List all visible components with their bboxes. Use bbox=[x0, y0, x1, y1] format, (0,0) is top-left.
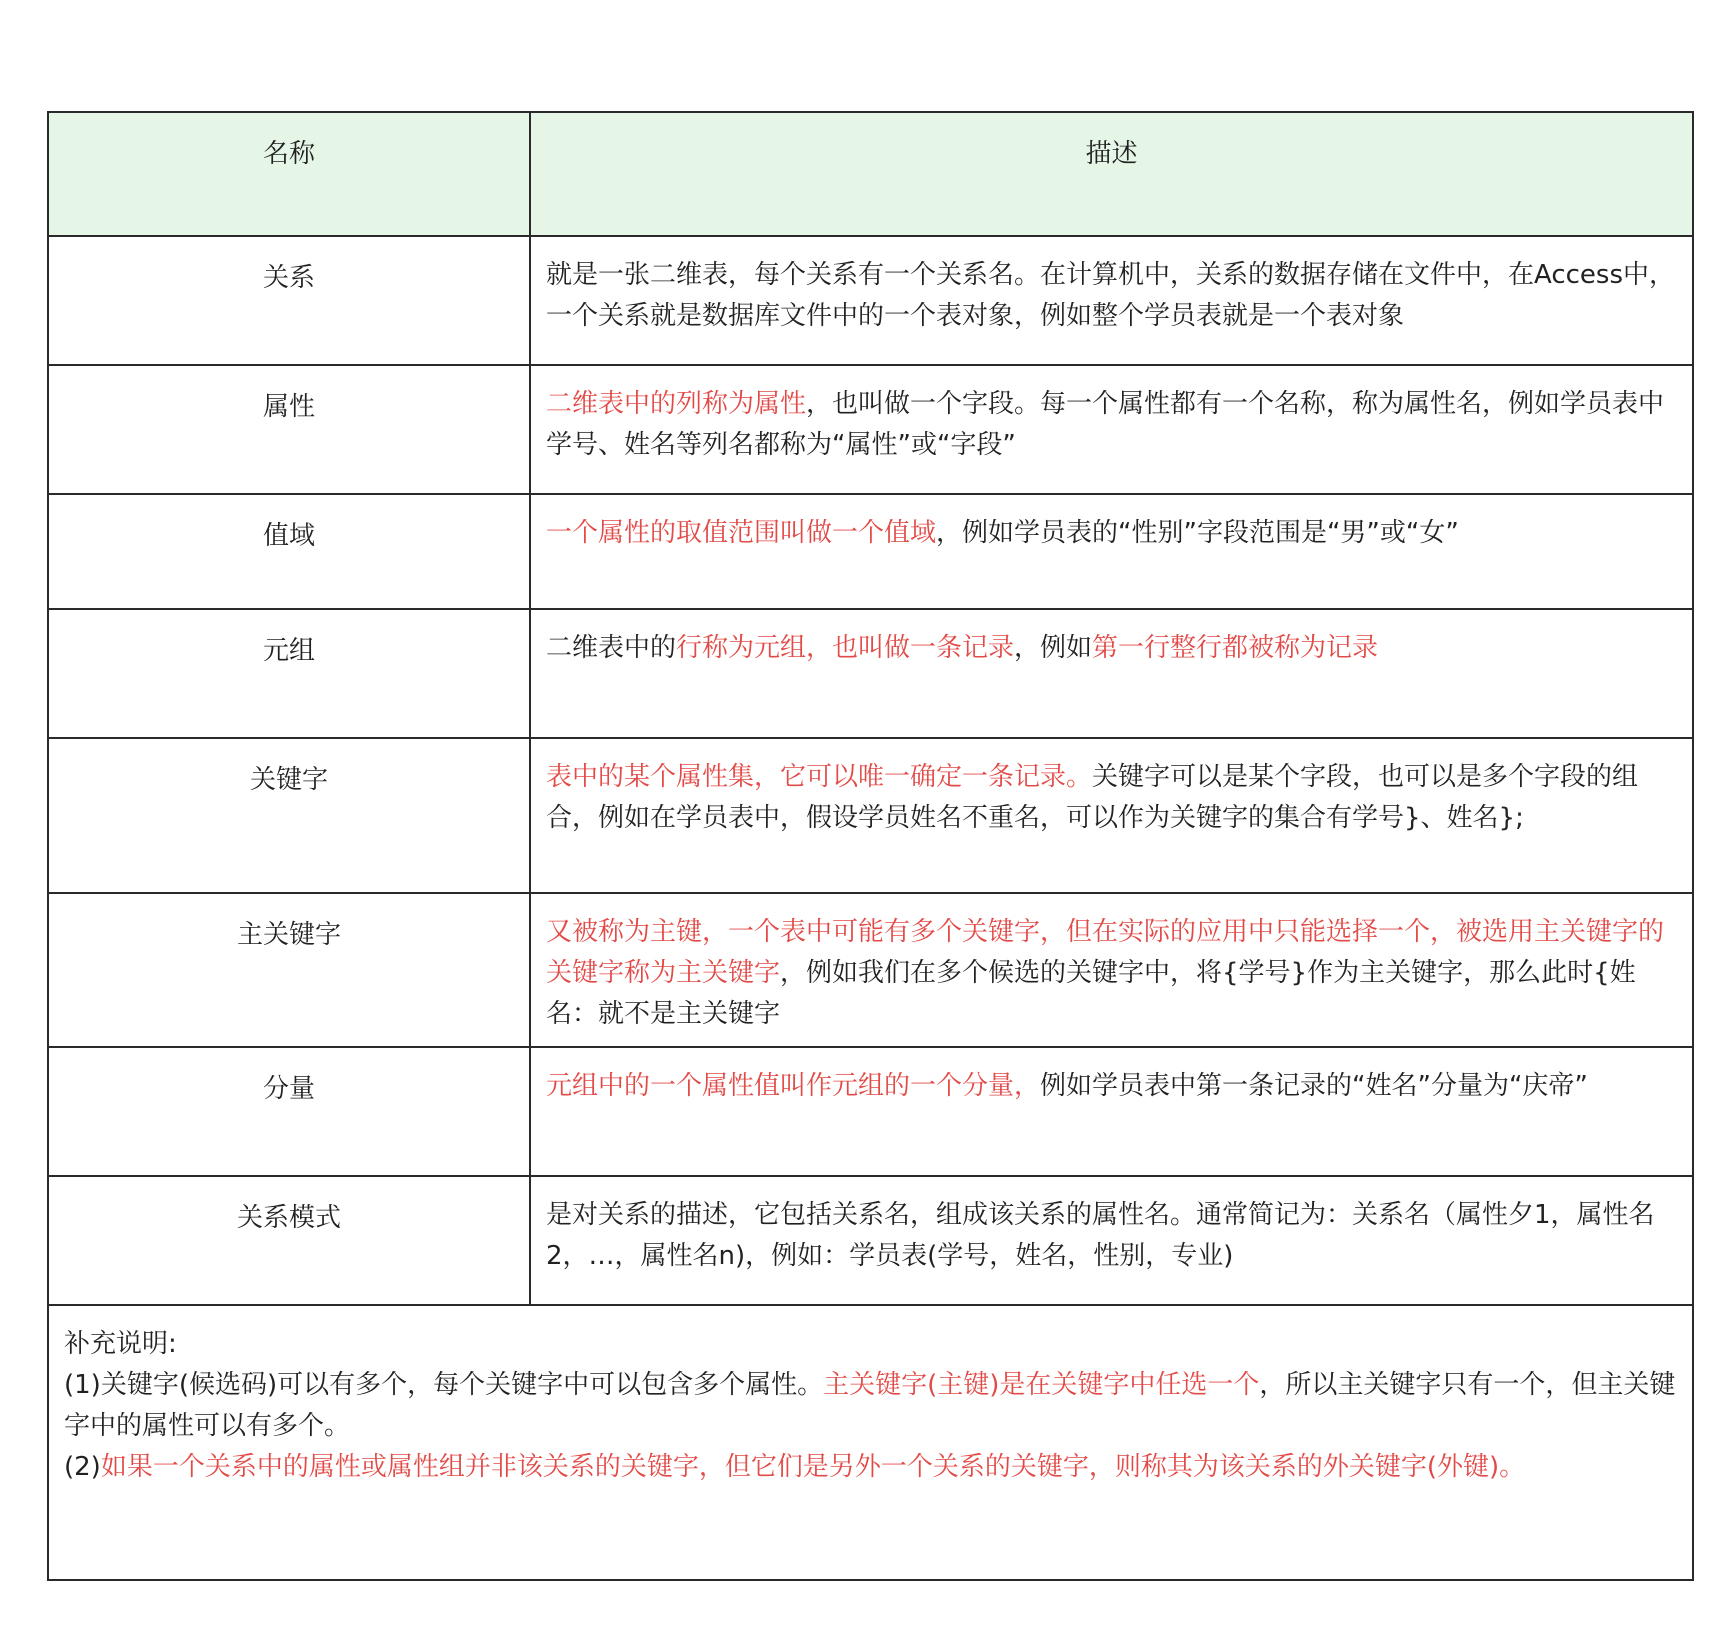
row-desc bbox=[530, 1176, 1693, 1305]
note-row bbox=[48, 1305, 1693, 1580]
row-desc bbox=[530, 1047, 1693, 1176]
table-row bbox=[48, 494, 1693, 609]
note-title: 补充说明: bbox=[64, 1329, 177, 1359]
desc-segment-highlight: 表中的某个属性集，它可以唯一确定一条记录。 bbox=[546, 762, 1093, 792]
note-segment: (1)关键字(候选码)可以有多个，每个关键字中可以包含多个属性。 bbox=[64, 1370, 824, 1400]
row-name: 元组 bbox=[48, 609, 530, 738]
table-row bbox=[48, 365, 1693, 494]
row-desc bbox=[530, 893, 1693, 1047]
note-segment-highlight: 主关键字(主键)是在关键字中任选一个 bbox=[823, 1370, 1260, 1400]
note-item-1 bbox=[64, 1365, 1678, 1447]
table-header-row bbox=[48, 112, 1693, 236]
note-segment: ，所以主关键字只有一个，但主关键字中的属性可以有多个。 bbox=[64, 1370, 1676, 1441]
concept-table-frame bbox=[47, 111, 1692, 1581]
desc-segment: ，例如学员表的“性别”字段范围是“男”或“女” bbox=[936, 518, 1459, 548]
header-desc: 描述 bbox=[530, 112, 1693, 236]
row-name: 关系 bbox=[48, 236, 530, 365]
row-desc bbox=[530, 236, 1693, 365]
desc-segment: 二维表中的 bbox=[546, 633, 677, 663]
desc-segment: 关键字可以是某个字段，也可以是多个字段的组合，例如在学员表中，假设学员姓名不重名，可以作为关键字的集合有学号}、姓名}; bbox=[546, 762, 1639, 833]
desc-segment-highlight: 一个属性的取值范围叫做一个值域 bbox=[546, 518, 937, 548]
desc-segment: 是对关系的描述，它包括关系名，组成该关系的属性名。通常简记为：关系名（属性夕1，属性名2，…，属性名n)，例如：学员表(学号，姓名，性别，专业) bbox=[546, 1200, 1655, 1271]
desc-segment: ，例如 bbox=[1014, 633, 1093, 663]
desc-segment-highlight: 元组中的一个属性值叫作元组的一个分量， bbox=[546, 1071, 1041, 1101]
desc-segment-highlight: 又被称为主键，一个表中可能有多个关键字，但在实际的应用中只能选择一个，被选用主关键字的关键字称为主关键字 bbox=[546, 917, 1665, 988]
table-row bbox=[48, 1176, 1693, 1305]
row-name: 分量 bbox=[48, 1047, 530, 1176]
row-name: 值域 bbox=[48, 494, 530, 609]
supplementary-note bbox=[48, 1305, 1693, 1580]
row-name: 关系模式 bbox=[48, 1176, 530, 1305]
desc-segment: 例如学员表中第一条记录的“姓名”分量为“庆帝” bbox=[1040, 1071, 1588, 1101]
row-name: 属性 bbox=[48, 365, 530, 494]
table-row bbox=[48, 738, 1693, 893]
row-desc bbox=[530, 494, 1693, 609]
header-name: 名称 bbox=[48, 112, 530, 236]
row-desc bbox=[530, 738, 1693, 893]
table-row bbox=[48, 609, 1693, 738]
desc-segment-highlight: 二维表中的列称为属性 bbox=[546, 389, 807, 419]
table-row bbox=[48, 236, 1693, 365]
row-desc bbox=[530, 365, 1693, 494]
row-name: 主关键字 bbox=[48, 893, 530, 1047]
row-name: 关键字 bbox=[48, 738, 530, 893]
table-row bbox=[48, 893, 1693, 1047]
desc-segment-highlight: 第一行整行都被称为记录 bbox=[1092, 633, 1379, 663]
note-segment: (2) bbox=[64, 1452, 101, 1482]
desc-segment: ，也叫做一个字段。每一个属性都有一个名称，称为属性名，例如学员表中学号、姓名等列名都称为“属性”或“字段” bbox=[546, 389, 1665, 460]
row-desc bbox=[530, 609, 1693, 738]
note-segment-highlight: 如果一个关系中的属性或属性组并非该关系的关键字，但它们是另外一个关系的关键字，则称其为该关系的外关键字(外键)。 bbox=[100, 1452, 1526, 1482]
desc-segment: ，例如我们在多个候选的关键字中，将{学号}作为主关键字，那么此时{姓名：就不是主关键字 bbox=[546, 958, 1636, 1029]
concept-table bbox=[47, 111, 1694, 1581]
desc-segment-highlight: 行称为元组，也叫做一条记录 bbox=[676, 633, 1015, 663]
table-row bbox=[48, 1047, 1693, 1176]
desc-segment: 就是一张二维表，每个关系有一个关系名。在计算机中，关系的数据存储在文件中，在Access中，一个关系就是数据库文件中的一个表对象，例如整个学员表就是一个表对象 bbox=[546, 260, 1676, 331]
note-item-2 bbox=[64, 1447, 1678, 1488]
